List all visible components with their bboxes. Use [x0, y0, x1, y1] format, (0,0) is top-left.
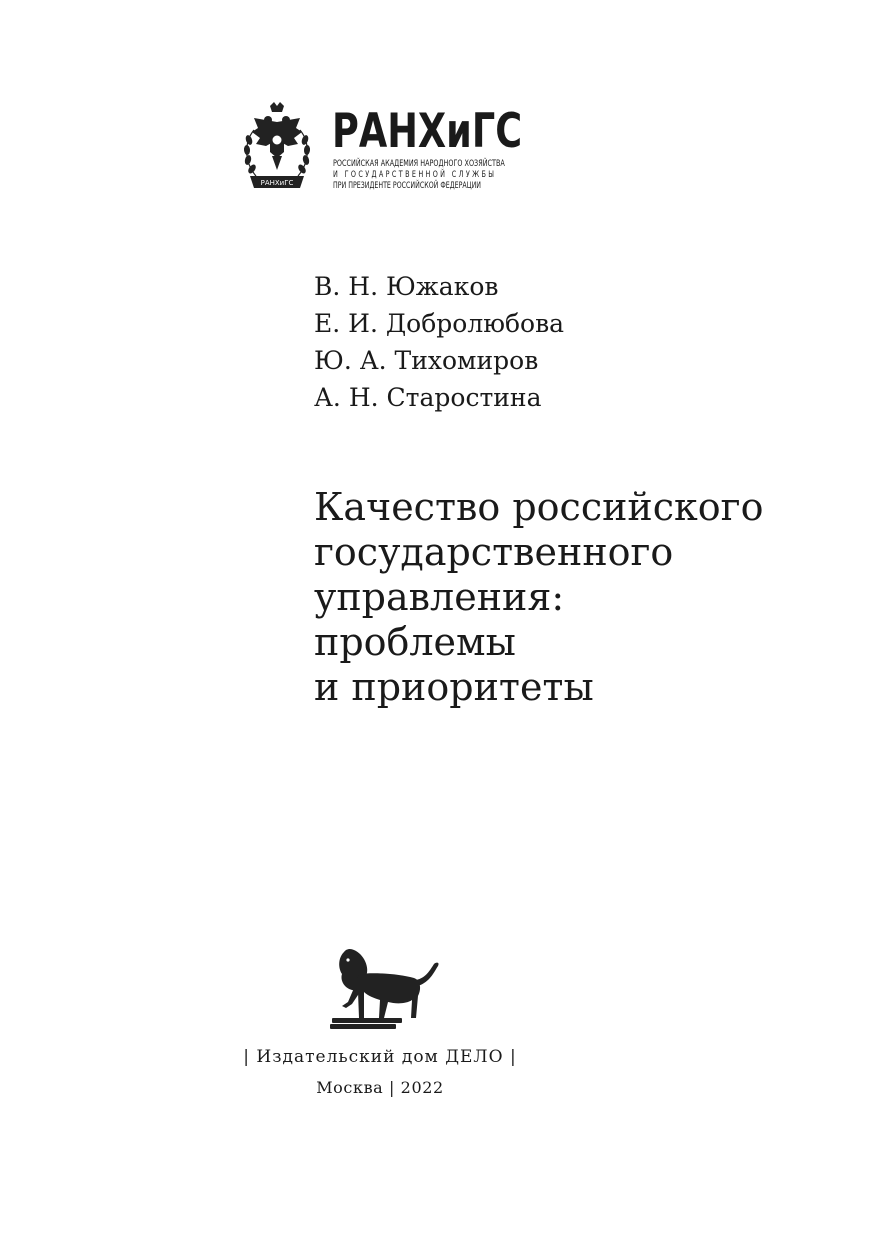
author-name: А. Н. Старостина — [314, 383, 542, 412]
emblem-ribbon-text: РАНХиГС — [260, 179, 294, 187]
book-title-line: управления: — [314, 575, 565, 619]
book-title-line: государственного — [314, 530, 674, 574]
lion-on-books-icon — [330, 944, 442, 1034]
brand-line-academy: РОССИЙСКАЯ АКАДЕМИЯ НАРОДНОГО ХОЗЯЙСТВА — [333, 159, 505, 169]
brand-name: РАНХиГС — [332, 104, 523, 159]
imprint-city-year: Москва | 2022 — [316, 1078, 444, 1097]
author-name: Ю. А. Тихомиров — [314, 346, 539, 375]
author-name: В. Н. Южаков — [314, 272, 499, 301]
book-title-line: Качество российского — [314, 485, 764, 529]
book-title-line: и приоритеты — [314, 665, 594, 709]
author-name: Е. И. Добролюбова — [314, 309, 565, 338]
publisher-name: | Издательский дом ДЕЛО | — [243, 1047, 517, 1067]
book-title — [314, 485, 834, 710]
book-title-line: проблемы — [314, 620, 516, 664]
brand-line-president: ПРИ ПРЕЗИДЕНТЕ РОССИЙСКОЙ ФЕДЕРАЦИИ — [333, 181, 482, 191]
double-headed-eagle-emblem-icon — [240, 100, 314, 194]
brand-line-service: И ГОСУДАРСТВЕННОЙ СЛУЖБЫ — [333, 170, 497, 180]
author-list — [314, 268, 564, 416]
